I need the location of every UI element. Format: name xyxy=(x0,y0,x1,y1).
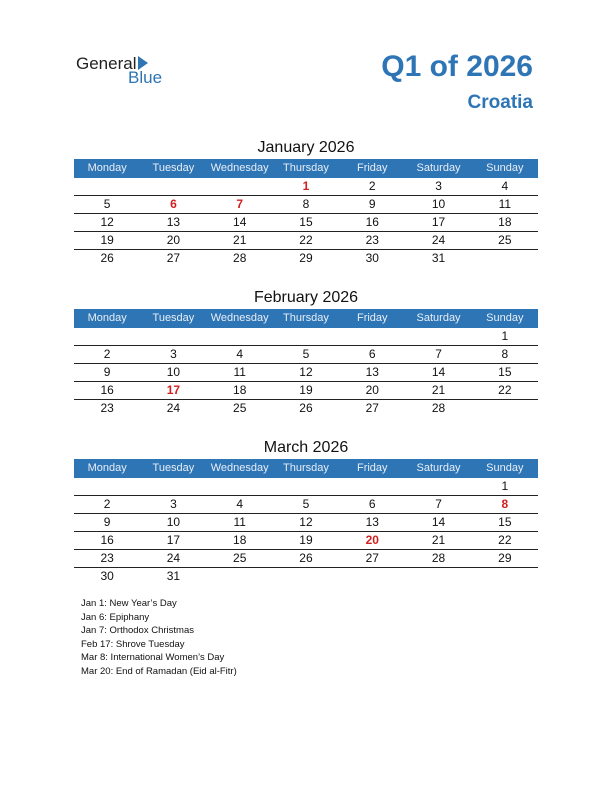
weekday-label: Sunday xyxy=(486,462,524,474)
day-cell: 15 xyxy=(498,365,512,379)
holiday-day-cell: 6 xyxy=(170,197,177,211)
day-cell: 15 xyxy=(498,515,512,529)
day-cell: 5 xyxy=(103,197,111,211)
holiday-day-cell: 7 xyxy=(236,197,244,211)
day-cell: 23 xyxy=(100,551,114,565)
day-cell xyxy=(74,178,140,195)
day-cell: 5 xyxy=(302,347,310,361)
day-cell: 16 xyxy=(100,383,114,397)
day-cell: 24 xyxy=(166,551,181,565)
day-cell: 30 xyxy=(365,251,379,265)
day-cell: 9 xyxy=(368,197,376,211)
day-cell xyxy=(273,478,339,495)
day-cell xyxy=(405,478,471,495)
month-title: March 2026 xyxy=(263,439,349,456)
day-cell: 8 xyxy=(501,347,509,361)
day-cell: 21 xyxy=(431,533,446,547)
day-cell: 19 xyxy=(100,233,114,247)
week-row xyxy=(74,478,538,496)
month-block xyxy=(74,287,538,417)
weekday-label: Friday xyxy=(356,312,388,324)
day-cell xyxy=(140,478,206,495)
day-cell: 30 xyxy=(100,569,114,583)
weekday-label: Monday xyxy=(87,312,127,324)
day-cell: 24 xyxy=(431,233,446,247)
weekday-label: Sunday xyxy=(486,162,524,174)
day-cell: 11 xyxy=(498,197,512,211)
day-cell xyxy=(207,568,273,585)
day-cell: 7 xyxy=(435,497,442,511)
day-cell: 2 xyxy=(103,497,111,511)
day-cell: 28 xyxy=(431,401,446,415)
day-cell xyxy=(472,568,538,585)
day-cell: 20 xyxy=(365,383,379,397)
day-cell xyxy=(74,478,140,495)
day-cell: 20 xyxy=(166,233,181,247)
month-block xyxy=(74,137,538,267)
day-cell: 6 xyxy=(368,347,376,361)
weekday-label: Thursday xyxy=(283,312,329,324)
day-cell: 16 xyxy=(100,533,114,547)
week-row xyxy=(74,328,538,346)
day-cell: 22 xyxy=(299,233,313,247)
day-cell: 16 xyxy=(365,215,379,229)
day-cell: 13 xyxy=(365,515,379,529)
day-cell: 13 xyxy=(365,365,379,379)
day-cell: 11 xyxy=(233,365,246,379)
day-cell: 19 xyxy=(299,533,313,547)
day-cell: 5 xyxy=(302,497,310,511)
day-cell: 12 xyxy=(299,515,313,529)
day-cell: 21 xyxy=(233,233,247,247)
day-cell: 18 xyxy=(498,215,512,229)
week-row xyxy=(74,214,538,232)
weekday-label: Thursday xyxy=(283,162,329,174)
weekday-header xyxy=(74,309,538,328)
day-cell xyxy=(140,178,206,195)
day-cell: 19 xyxy=(299,383,313,397)
holiday-item: Mar 8: International Women’s Day xyxy=(81,652,225,663)
day-cell: 12 xyxy=(100,215,114,229)
week-row xyxy=(74,568,538,585)
week-row xyxy=(74,514,538,532)
week-row xyxy=(74,250,538,267)
day-cell: 1 xyxy=(501,329,509,343)
day-cell: 18 xyxy=(233,533,247,547)
weekday-label: Friday xyxy=(356,162,388,174)
day-cell: 14 xyxy=(233,215,247,229)
weekday-header xyxy=(74,459,538,478)
day-cell xyxy=(405,568,471,585)
day-cell: 25 xyxy=(233,551,247,565)
day-cell xyxy=(273,568,339,585)
weekday-header xyxy=(74,159,538,178)
day-cell: 3 xyxy=(170,497,177,511)
weekday-label: Saturday xyxy=(416,162,461,174)
day-cell: 21 xyxy=(431,383,446,397)
month-block xyxy=(74,437,538,585)
day-cell: 7 xyxy=(435,347,442,361)
holiday-item: Jan 7: Orthodox Christmas xyxy=(81,625,194,636)
day-cell: 28 xyxy=(233,251,247,265)
day-cell xyxy=(207,478,273,495)
day-cell: 27 xyxy=(166,251,181,265)
day-cell: 8 xyxy=(302,197,310,211)
day-cell xyxy=(207,328,273,345)
day-cell: 10 xyxy=(166,365,181,379)
day-cell: 18 xyxy=(233,383,247,397)
day-cell: 22 xyxy=(498,383,512,397)
week-row xyxy=(74,346,538,364)
day-cell: 17 xyxy=(166,533,181,547)
holiday-day-cell: 20 xyxy=(365,533,379,547)
weekday-label: Monday xyxy=(87,162,127,174)
day-cell: 13 xyxy=(166,215,181,229)
weekday-label: Wednesday xyxy=(210,162,269,174)
day-cell xyxy=(207,178,273,195)
day-cell: 22 xyxy=(498,533,512,547)
weekday-label: Saturday xyxy=(416,462,461,474)
day-cell: 4 xyxy=(236,347,244,361)
day-cell: 29 xyxy=(498,551,512,565)
weekday-label: Thursday xyxy=(283,462,329,474)
week-row xyxy=(74,232,538,250)
day-cell: 26 xyxy=(299,551,313,565)
weekday-label: Tuesday xyxy=(152,312,195,324)
holiday-item: Jan 6: Epiphany xyxy=(81,611,150,623)
day-cell: 3 xyxy=(435,179,442,193)
holiday-day-cell: 8 xyxy=(501,497,509,511)
day-cell: 10 xyxy=(166,515,181,529)
weekday-label: Friday xyxy=(356,462,388,474)
day-cell: 14 xyxy=(431,365,446,379)
day-cell xyxy=(405,328,471,345)
month-title: January 2026 xyxy=(257,139,355,156)
holiday-list xyxy=(81,597,237,678)
day-cell xyxy=(273,328,339,345)
day-cell: 23 xyxy=(100,401,114,415)
day-cell: 25 xyxy=(498,233,512,247)
weekday-label: Monday xyxy=(87,462,127,474)
week-row xyxy=(74,364,538,382)
day-cell: 23 xyxy=(365,233,379,247)
week-row xyxy=(74,382,538,400)
weekday-label: Sunday xyxy=(486,312,524,324)
day-cell: 15 xyxy=(299,215,313,229)
week-row xyxy=(74,400,538,417)
day-cell: 1 xyxy=(501,479,509,493)
day-cell: 26 xyxy=(299,401,313,415)
day-cell xyxy=(339,328,405,345)
day-cell: 27 xyxy=(365,401,379,415)
day-cell: 4 xyxy=(236,497,244,511)
day-cell: 9 xyxy=(103,365,111,379)
holiday-item: Jan 1: New Year’s Day xyxy=(81,598,177,609)
day-cell: 25 xyxy=(233,401,247,415)
day-cell: 17 xyxy=(431,215,446,229)
day-cell: 3 xyxy=(170,347,177,361)
day-cell: 31 xyxy=(166,569,181,583)
day-cell: 2 xyxy=(368,179,376,193)
week-row xyxy=(74,532,538,550)
holiday-item: Feb 17: Shrove Tuesday xyxy=(81,638,185,650)
day-cell: 10 xyxy=(431,197,446,211)
weekday-label: Wednesday xyxy=(210,462,269,474)
holiday-day-cell: 1 xyxy=(302,179,310,193)
day-cell: 29 xyxy=(299,251,313,265)
day-cell: 6 xyxy=(368,497,376,511)
brand-logo xyxy=(76,54,176,88)
country-name: Croatia xyxy=(467,92,533,113)
week-row xyxy=(74,496,538,514)
day-cell: 9 xyxy=(103,515,111,529)
weekday-label: Tuesday xyxy=(152,462,195,474)
day-cell: 31 xyxy=(431,251,446,265)
brand-word-general: General xyxy=(76,54,137,73)
day-cell: 26 xyxy=(100,251,114,265)
holiday-item: Mar 20: End of Ramadan (Eid al-Fitr) xyxy=(81,665,237,677)
day-cell xyxy=(339,478,405,495)
day-cell xyxy=(74,328,140,345)
week-row xyxy=(74,196,538,214)
week-row xyxy=(74,178,538,196)
page-title: Q1 of 2026 xyxy=(381,50,533,83)
weekday-label: Saturday xyxy=(416,312,461,324)
holiday-day-cell: 17 xyxy=(166,383,181,397)
day-cell: 28 xyxy=(431,551,446,565)
brand-word-blue: Blue xyxy=(128,68,163,87)
day-cell xyxy=(140,328,206,345)
day-cell: 12 xyxy=(299,365,313,379)
day-cell: 2 xyxy=(103,347,111,361)
month-title: February 2026 xyxy=(253,289,359,306)
day-cell: 24 xyxy=(166,401,181,415)
day-cell: 14 xyxy=(431,515,446,529)
day-cell xyxy=(472,250,538,267)
day-cell xyxy=(339,568,405,585)
day-cell: 4 xyxy=(501,179,509,193)
week-row xyxy=(74,550,538,568)
day-cell xyxy=(472,400,538,417)
day-cell: 11 xyxy=(233,515,246,529)
weekday-label: Tuesday xyxy=(152,162,195,174)
day-cell: 27 xyxy=(365,551,379,565)
weekday-label: Wednesday xyxy=(210,312,269,324)
